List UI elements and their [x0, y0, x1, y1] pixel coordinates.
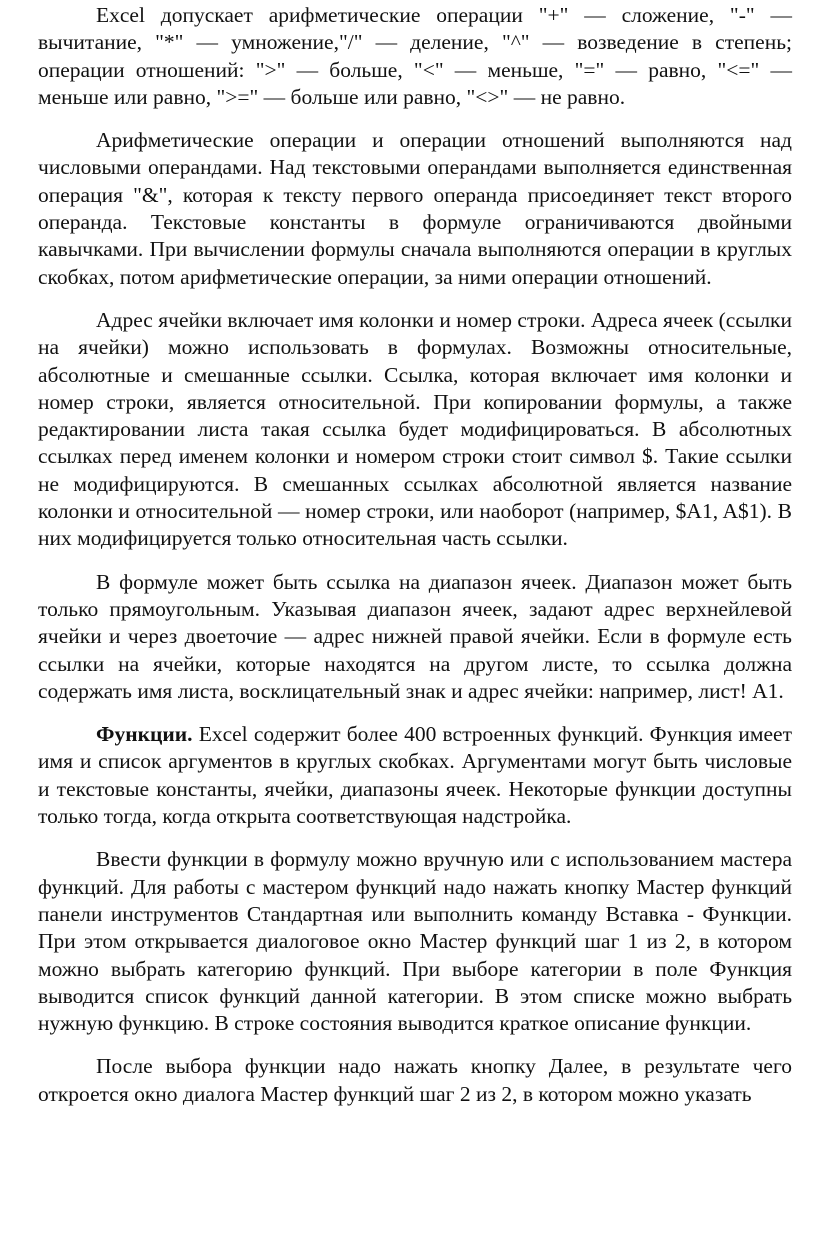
paragraph-wizard-step-two — [38, 1053, 792, 1108]
paragraph-text: Арифметические операции и операции отношений выполняются над числовыми операндами. Над текстовыми операндами выполняется единственная операция "&", которая к тексту первого операнда присоединяет текст второго операнда. Текстовые константы в формуле ограничиваются двойными кавычками. При вычислении формулы сначала выполняются операции в круглых скобках, потом арифметические операции, за ними операции отношений. — [38, 128, 792, 289]
paragraph-arithmetic-operations — [38, 2, 792, 111]
paragraph-text: После выбора функции надо нажать кнопку Далее, в результате чего откроется окно диалога Мастер функций шаг 2 из 2, в котором можно указать — [38, 1054, 792, 1106]
paragraph-text: Адрес ячейки включает имя колонки и номер строки. Адреса ячеек (ссылки на ячейки) можно использовать в формулах. Возможны относительные, абсолютные и смешанные ссылки. Ссылка, которая включает имя колонки и номер строки, является относительной. При копировании формулы, а также редактировании листа такая ссылка будет модифицироваться. В абсолютных ссылках перед именем колонки и номером строки стоит символ $. Такие ссылки не модифицируются. В смешанных ссылках абсолютной является название колонки и относительной — номер строки, или наоборот (например, $A1, A$1). В них модифицируется только относительная часть ссылки. — [38, 307, 792, 551]
paragraph-text: В формуле может быть ссылка на диапазон ячеек. Диапазон может быть только прямоугольным. Указывая диапазон ячеек, задают адрес верхнейлевой ячейки и через двоеточие — адрес нижней правой ячейки. Если в формуле есть ссылки на ячейки, которые находятся на другом листе, то ссылка должна содержать имя листа, восклицательный знак и адрес ячейки: например, лист! A1. — [38, 569, 792, 703]
paragraph-functions — [38, 721, 792, 830]
functions-heading: Функции. — [96, 722, 193, 747]
paragraph-text: Excel содержит более 400 встроенных функций. Функция имеет имя и список аргументов в круглых скобках. Аргументами могут быть числовые и текстовые константы, ячейки, диапазоны ячеек. Некоторые функции доступны только тогда, когда открыта соответствующая надстройка. — [38, 722, 792, 829]
paragraph-text: Excel допускает арифметические операции "+" — сложение, "-" — вычитание, "*" — умножение,"/" — деление, "^" — возведение в степень; операции отношений: ">" — больше, "<" — меньше, "=" — равно, "<=" — меньше или равно, ">=" — больше или равно, "<>" — не равно. — [38, 3, 792, 109]
paragraph-cell-references — [38, 307, 792, 553]
paragraph-cell-ranges — [38, 569, 792, 705]
paragraph-operands — [38, 127, 792, 291]
paragraph-function-wizard — [38, 846, 792, 1037]
document-page — [38, 2, 792, 1124]
paragraph-text: Ввести функции в формулу можно вручную или с использованием мастера функций. Для работы с мастером функций надо нажать кнопку Мастер функций панели инструментов Стандартная или выполнить команду Вставка - Функции. При этом открывается диалоговое окно Мастер функций шаг 1 из 2, в котором можно выбрать категорию функций. При выборе категории в поле Функция выводится список функций данной категории. В этом списке можно выбрать нужную функцию. В строке состояния выводится краткое описание функции. — [38, 847, 792, 1036]
